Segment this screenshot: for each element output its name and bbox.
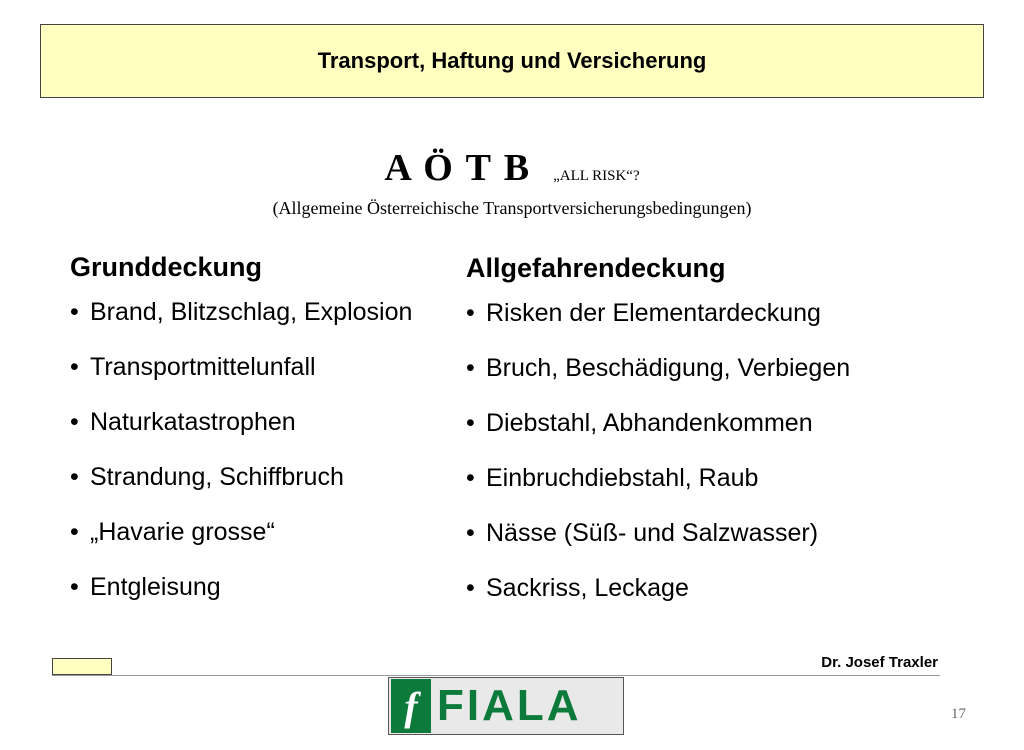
list-item: • Bruch, Beschädigung, Verbiegen <box>466 352 956 384</box>
list-item: • Sackriss, Leckage <box>466 572 956 604</box>
title-box <box>40 24 984 98</box>
slide-title: Transport, Haftung und Versicherung <box>317 48 707 73</box>
right-list <box>466 297 956 604</box>
heading <box>0 146 1024 190</box>
heading-subtitle: (Allgemeine Österreichische Transportversicherungsbedingungen) <box>272 198 752 218</box>
list-item: • Naturkatastrophen <box>70 406 430 438</box>
page-number: 17 <box>951 706 966 722</box>
footer-divider <box>52 675 940 676</box>
list-item: • Transportmittelunfall <box>70 351 430 383</box>
list-item: • Diebstahl, Abhandenkommen <box>466 407 956 439</box>
left-column-title: Grunddeckung <box>70 252 263 282</box>
list-item: • Nässe (Süß- und Salzwasser) <box>466 517 956 549</box>
fiala-logo <box>388 677 624 735</box>
logo-text: FIALA <box>437 681 582 730</box>
list-item: • „Havarie grosse“ <box>70 516 430 548</box>
author-name: Dr. Josef Traxler <box>821 654 938 671</box>
list-item: • Entgleisung <box>70 571 430 603</box>
left-column <box>70 252 430 626</box>
list-item: • Einbruchdiebstahl, Raub <box>466 462 956 494</box>
list-item: • Brand, Blitzschlag, Explosion <box>70 296 430 328</box>
heading-main: A Ö T B <box>384 147 532 189</box>
left-list <box>70 296 430 603</box>
right-column <box>466 253 956 627</box>
heading-note: „ALL RISK“? <box>553 168 640 184</box>
list-item: • Strandung, Schiffbruch <box>70 461 430 493</box>
right-column-title: Allgefahrendeckung <box>466 253 726 283</box>
footer-accent-bar <box>52 658 112 675</box>
logo-mark-icon: f <box>391 679 431 733</box>
list-item: • Risken der Elementardeckung <box>466 297 956 329</box>
